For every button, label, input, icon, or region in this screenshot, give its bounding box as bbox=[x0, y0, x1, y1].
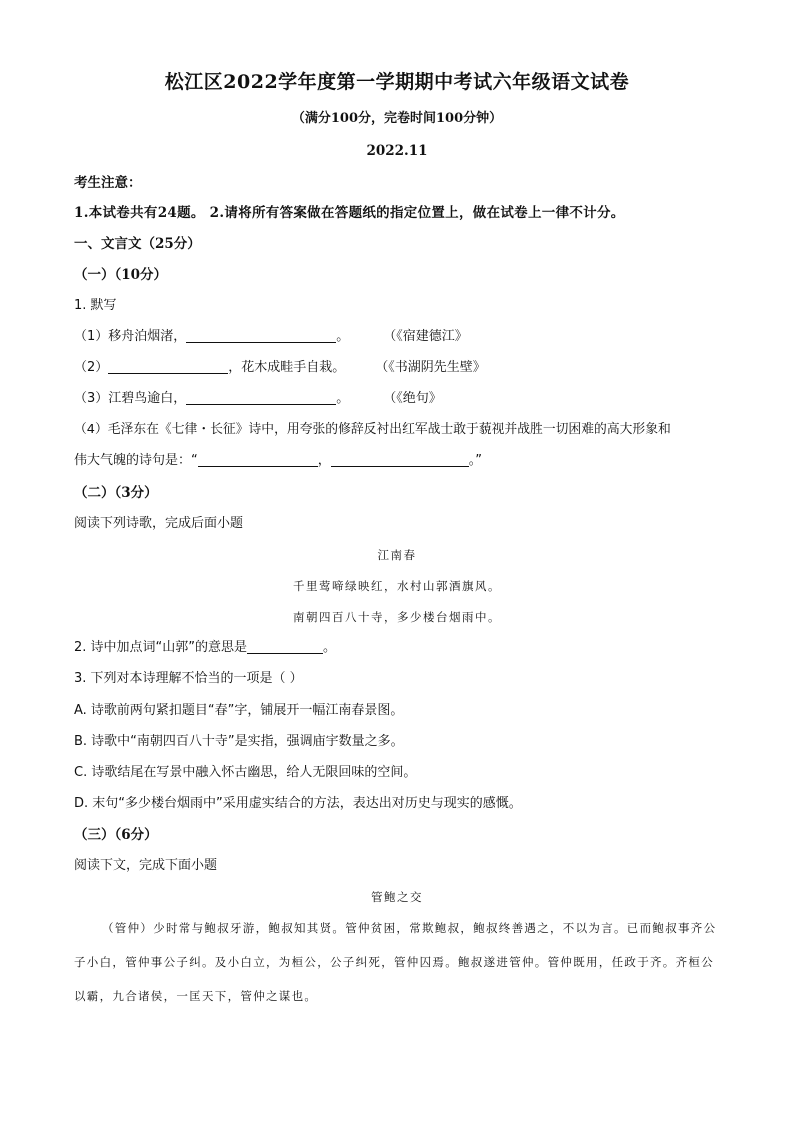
item-4-end: 。” bbox=[468, 453, 483, 468]
item-3-pre: （3）江碧鸟逾白， bbox=[74, 391, 187, 406]
part3-heading: （三）（6分） bbox=[74, 827, 158, 843]
answer-blank[interactable] bbox=[198, 452, 318, 467]
item-1-post: 。 bbox=[336, 329, 350, 344]
part2-heading: （二）（3分） bbox=[74, 485, 158, 501]
passage-text: （管仲）少时常与鲍叔牙游，鲍叔知其贤。管仲贫困，常欺鲍叔，鲍叔终善遇之，不以为言。已而鲍叔事齐公子小白，管仲事公子纠。及小白立，为桓公，公子纠死，管仲囚焉。鲍叔遂进管仲。管仲既用，任政于齐。齐桓公以霸，九合诸侯，一匡天下，管仲之谋也。 bbox=[74, 921, 717, 1003]
option-d: D. 末句“多少楼台烟雨中”采用虚实结合的方法，表达出对历史与现实的感慨。 bbox=[74, 796, 522, 811]
item-3-post: 。 bbox=[336, 391, 350, 406]
section-heading-classical: 一、文言文（25分） bbox=[74, 236, 201, 252]
item-4-sep: ， bbox=[317, 453, 331, 468]
question-1-stem: 1. 默写 bbox=[74, 298, 117, 313]
part2-instruction: 阅读下列诗歌，完成后面小题 bbox=[74, 516, 244, 531]
option-b: B. 诗歌中“南朝四百八十寺”是实指，强调庙宇数量之多。 bbox=[74, 734, 404, 749]
answer-blank[interactable] bbox=[247, 639, 323, 654]
poem-title: 江南春 bbox=[377, 548, 417, 562]
item-4-pre: 伟大气魄的诗句是：“ bbox=[74, 453, 198, 468]
question-1-item-4-line-2 bbox=[74, 452, 482, 470]
item-1-pre: （1）移舟泊烟渚， bbox=[74, 329, 187, 344]
question-1-item-3 bbox=[74, 390, 442, 408]
question-1-item-4-line-1: （4）毛泽东在《七律・长征》诗中，用夸张的修辞反衬出红军战士敢于藐视并战胜一切困难的高大形象和 bbox=[74, 422, 671, 437]
exam-date: 2022.11 bbox=[366, 143, 428, 159]
item-2-post: ，花木成畦手自栽。 bbox=[228, 360, 346, 375]
exam-title: 松江区2022学年度第一学期期中考试六年级语文试卷 bbox=[164, 71, 630, 93]
exam-subtitle: （满分100分，完卷时间100分钟） bbox=[291, 111, 503, 126]
answer-blank[interactable] bbox=[331, 452, 469, 467]
item-2-pre: （2） bbox=[74, 360, 109, 375]
item-2-source: （《书湖阴先生壁》 bbox=[375, 360, 486, 375]
item-1-source: （《宿建德江》 bbox=[383, 329, 468, 344]
question-2 bbox=[74, 639, 336, 657]
question-1-item-2 bbox=[74, 359, 486, 377]
answer-blank[interactable] bbox=[186, 328, 336, 343]
notice-label: 考生注意： bbox=[74, 175, 142, 191]
notice-text: 1.本试卷共有24题。 2.请将所有答案做在答题纸的指定位置上，做在试卷上一律不计分。 bbox=[74, 205, 625, 221]
question-2-post: 。 bbox=[323, 640, 337, 655]
passage-title: 管鲍之交 bbox=[371, 890, 423, 904]
poem-line-1: 千里莺啼绿映红，水村山郭酒旗风。 bbox=[293, 579, 501, 593]
poem-line-2: 南朝四百八十寺，多少楼台烟雨中。 bbox=[293, 610, 501, 624]
question-1-item-1 bbox=[74, 328, 468, 346]
option-a: A. 诗歌前两句紧扣题目“春”字，铺展开一幅江南春景图。 bbox=[74, 703, 404, 718]
answer-blank[interactable] bbox=[108, 359, 228, 374]
part3-instruction: 阅读下文，完成下面小题 bbox=[74, 858, 218, 873]
item-3-source: （《绝句》 bbox=[383, 391, 442, 406]
question-3-stem: 3. 下列对本诗理解不恰当的一项是（ ） bbox=[74, 671, 303, 686]
part1-heading: （一）（10分） bbox=[74, 267, 168, 283]
question-2-pre: 2. 诗中加点词“山郭”的意思是 bbox=[74, 640, 248, 655]
answer-blank[interactable] bbox=[186, 390, 336, 405]
option-c: C. 诗歌结尾在写景中融入怀古幽思，给人无限回味的空间。 bbox=[74, 765, 417, 780]
